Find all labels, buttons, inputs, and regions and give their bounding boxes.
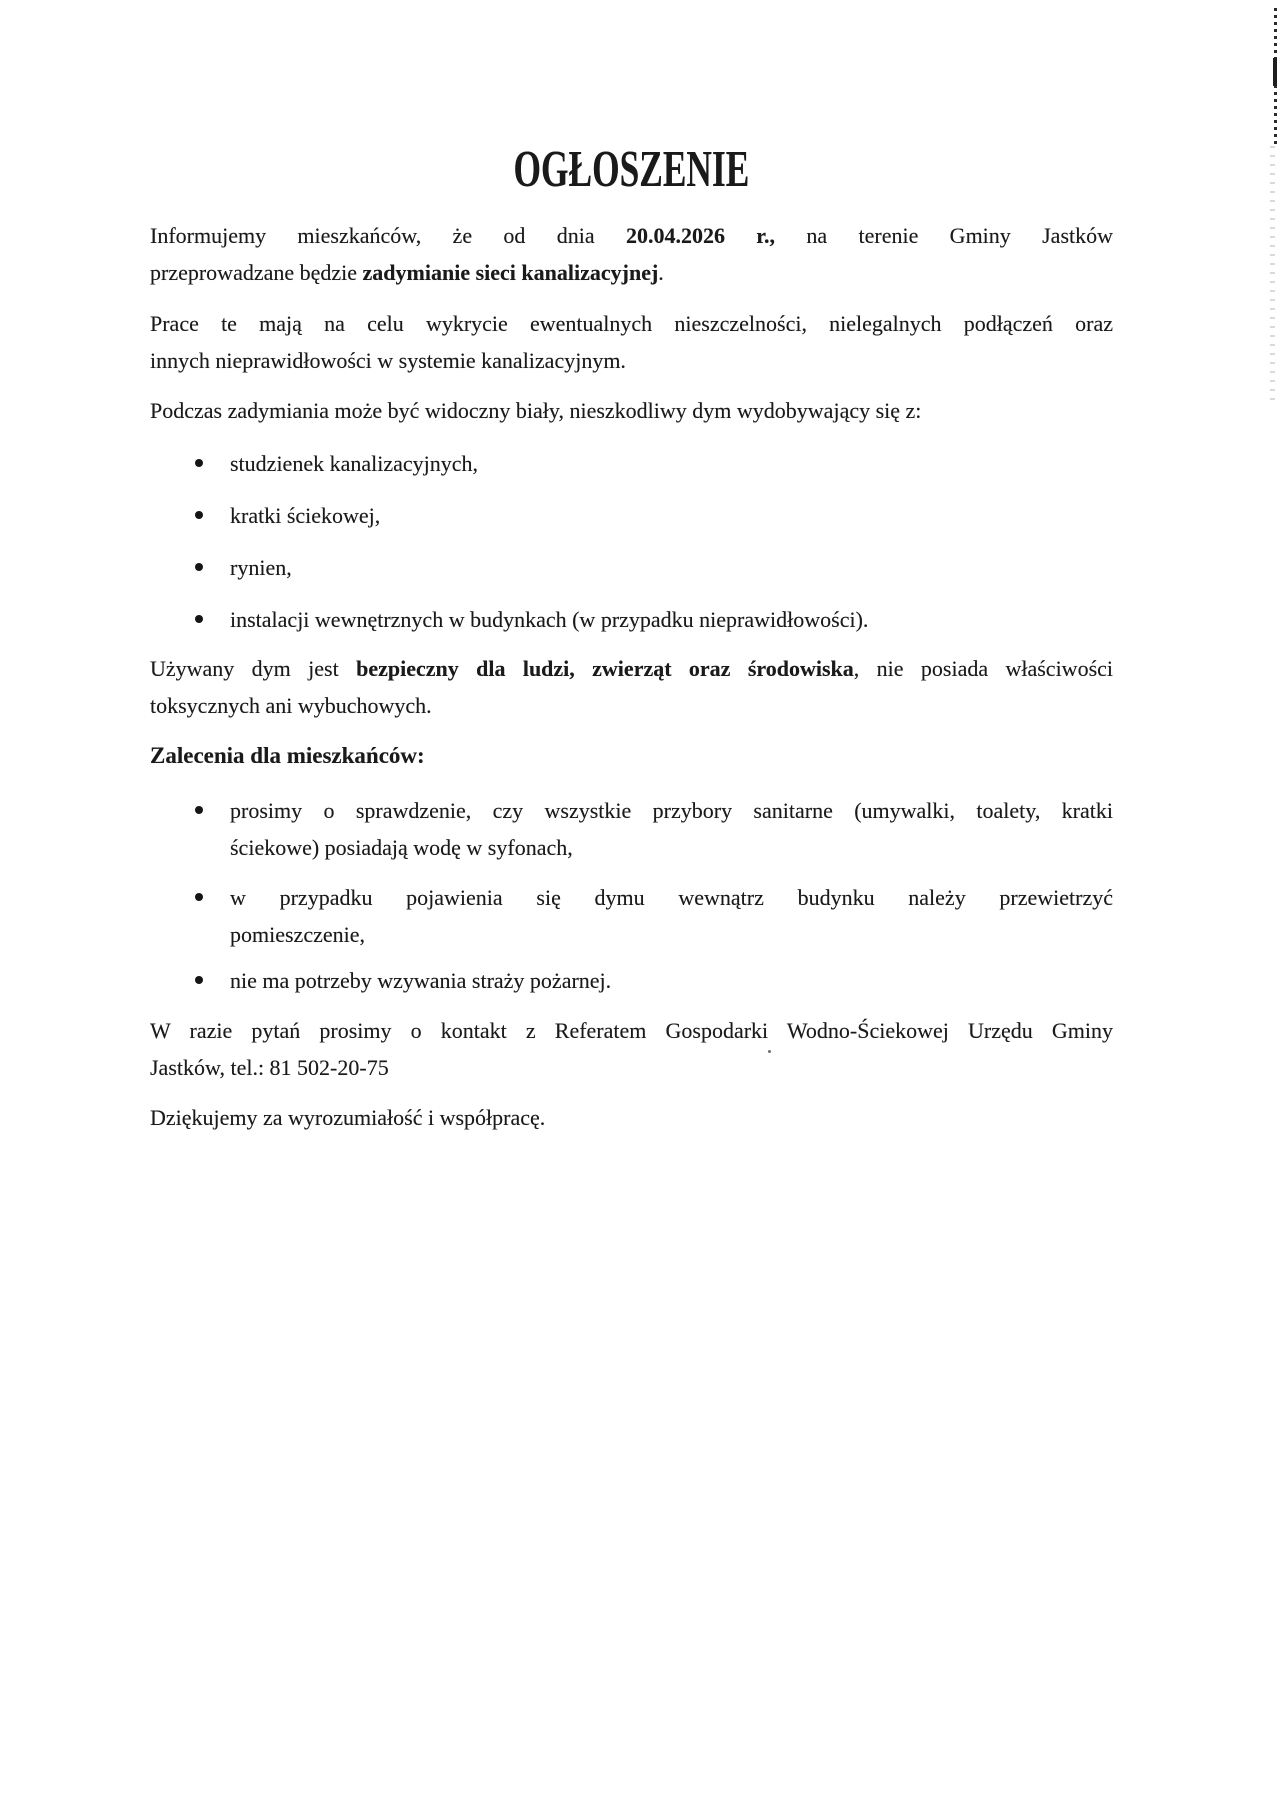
list-item-line-1: nie ma potrzeby wzywania straży pożarnej. (230, 968, 612, 993)
bullet-icon (195, 893, 203, 901)
list-item (150, 792, 1113, 866)
announcement-title (150, 141, 1113, 198)
purpose-line-1: Prace te mają na celu wykrycie ewentualnych nieszczelności, nielegalnych podłączeń oraz (150, 311, 1113, 336)
announcement-title-text: OGŁOSZENIE (513, 141, 750, 198)
list-item-line-2: pomieszczenie, (230, 922, 365, 947)
intro-line-2 (150, 254, 1113, 291)
list-item-line-1: w przypadku pojawienia się dymu wewnątrz budynku należy przewietrzyć (230, 885, 1113, 910)
purpose-paragraph (150, 305, 1113, 379)
safety-line-1 (150, 650, 1113, 687)
safety-line-1-post: , nie posiada właściwości (853, 656, 1113, 681)
list-item-text: studzienek kanalizacyjnych, (230, 451, 479, 476)
intro-line-2-pre: przeprowadzane będzie (150, 260, 363, 285)
intro-line-1-pre: Informujemy mieszkańców, że od dnia (150, 223, 626, 248)
scan-artifact-edge-noise (1270, 146, 1275, 406)
document-content (150, 0, 1113, 1150)
list-item (150, 879, 1113, 953)
bullet-icon (195, 459, 203, 467)
contact-line-2: Jastków, tel.: 81 502-20-75 (150, 1055, 389, 1080)
closing-line: Dziękujemy za wyrozumiałość i współpracę. (150, 1105, 546, 1130)
contact-paragraph (150, 1012, 1113, 1086)
intro-line-1 (150, 217, 1113, 254)
bullet-icon (195, 563, 203, 571)
intro-line-2-post: . (658, 260, 664, 285)
scan-artifact-speck (768, 1050, 771, 1053)
scan-artifact-dashed-line-solid-segment (1273, 58, 1277, 86)
list-item-line-1: prosimy o sprawdzenie, czy wszystkie przybory sanitarne (umywalki, toalety, kratki (230, 798, 1113, 823)
list-item (150, 601, 1113, 638)
safety-line-2: toksycznych ani wybuchowych. (150, 693, 432, 718)
smoke-lead-paragraph (150, 392, 1113, 429)
list-item (150, 497, 1113, 534)
list-item (150, 962, 1113, 999)
recommendations-list (150, 792, 1113, 999)
list-item-line-2: ściekowe) posiadają wodę w syfonach, (230, 835, 573, 860)
list-item (150, 445, 1113, 482)
bullet-icon (195, 511, 203, 519)
bullet-icon (195, 806, 203, 814)
safety-paragraph (150, 650, 1113, 724)
list-item-text: rynien, (230, 555, 292, 580)
list-item-text: kratki ściekowej, (230, 503, 381, 528)
contact-line-1: W razie pytań prosimy o kontakt z Referatem Gospodarki Wodno-Ściekowej Urzędu Gminy (150, 1018, 1113, 1043)
recommendations-heading: Zalecenia dla mieszkańców: (150, 743, 425, 768)
smoke-lead-line: Podczas zadymiania może być widoczny biały, nieszkodliwy dym wydobywający się z: (150, 398, 922, 423)
safety-bold: bezpieczny dla ludzi, zwierząt oraz środowiska (356, 656, 854, 681)
intro-paragraph (150, 217, 1113, 291)
intro-topic-bold: zadymianie sieci kanalizacyjnej (362, 260, 659, 285)
purpose-line-2: innych nieprawidłowości w systemie kanalizacyjnym. (150, 348, 626, 373)
intro-line-1-post: na terenie Gminy Jastków (775, 223, 1113, 248)
bullet-icon (195, 615, 203, 623)
intro-date-bold: 20.04.2026 r., (625, 223, 776, 248)
closing-paragraph (150, 1099, 1113, 1136)
list-item (150, 549, 1113, 586)
list-item-text: instalacji wewnętrznych w budynkach (w przypadku nieprawidłowości). (230, 607, 869, 632)
smoke-sources-list (150, 445, 1113, 638)
bullet-icon (195, 976, 203, 984)
safety-line-1-pre: Używany dym jest (150, 656, 357, 681)
